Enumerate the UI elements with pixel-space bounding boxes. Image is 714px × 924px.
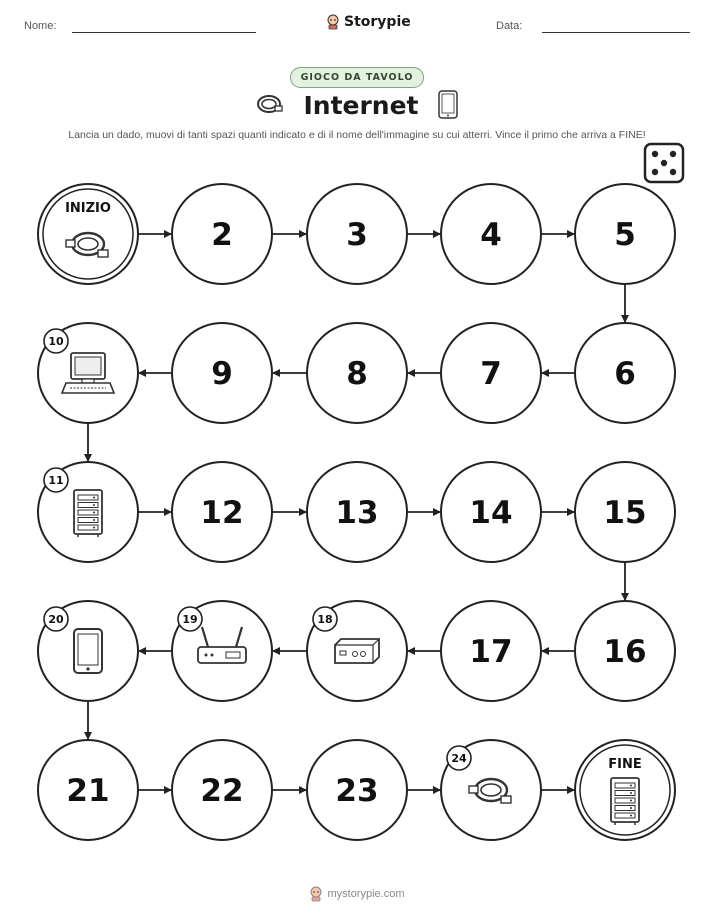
space-number: 2 [211,217,233,253]
space-number: 4 [480,217,502,253]
game-type-badge: GIOCO DA TAVOLO [290,67,425,88]
tablet-icon [74,629,102,673]
space-number: 18 [317,613,333,626]
board-space-3 [307,184,407,284]
modem-icon [335,639,379,663]
board-space-22 [172,740,272,840]
board-space-19 [172,601,272,701]
board-space-6 [575,323,675,423]
footer-url[interactable]: mystorypie.com [327,888,405,900]
space-number: 13 [335,495,379,531]
space-number: 5 [614,217,636,253]
board-space-12 [172,462,272,562]
space-number: 17 [469,634,513,670]
space-number: 14 [469,495,513,531]
board-space-7 [441,323,541,423]
board-space-1 [38,184,138,284]
storypie-mascot-icon [309,886,323,902]
date-label: Data: [496,20,523,32]
space-number: 24 [451,752,467,765]
board-space-2 [172,184,272,284]
board-space-14 [441,462,541,562]
space-number: 7 [480,356,502,392]
board-space-24 [441,740,541,840]
space-number: 11 [48,474,64,487]
space-number: 12 [200,495,244,531]
server-icon [611,778,639,825]
board-space-17 [441,601,541,701]
instructions: Lancia un dado, muovi di tanti spazi quanti indicato e di il nome dell'immagine su cui atterri. Vince il primo che arriva a FINE! [68,129,646,141]
space-number: 10 [48,335,64,348]
board-space-16 [575,601,675,701]
board-space-9 [172,323,272,423]
board-space-11 [38,462,138,562]
board-space-23 [307,740,407,840]
page-title: Internet [303,90,419,120]
board-space-8 [307,323,407,423]
board-space-25 [575,740,675,840]
space-label: FINE [608,757,642,772]
board-space-13 [307,462,407,562]
board-space-15 [575,462,675,562]
space-number: 6 [614,356,636,392]
space-number: 19 [182,613,198,626]
board-space-21 [38,740,138,840]
server-icon [74,490,102,537]
space-number: 15 [603,495,647,531]
space-number: 21 [66,773,110,809]
space-number: 8 [346,356,368,392]
brand-name: Storypie [344,14,411,30]
space-number: 23 [335,773,379,809]
footer [309,886,404,902]
name-label: Nome: [24,20,57,32]
space-number: 9 [211,356,233,392]
board-space-5 [575,184,675,284]
board-space-10 [38,323,138,423]
space-number: 16 [603,634,647,670]
space-number: 20 [48,613,64,626]
space-number: 22 [200,773,244,809]
space-label: INIZIO [65,201,111,216]
board-space-4 [441,184,541,284]
board-space-18 [307,601,407,701]
space-number: 3 [346,217,368,253]
board-space-20 [38,601,138,701]
